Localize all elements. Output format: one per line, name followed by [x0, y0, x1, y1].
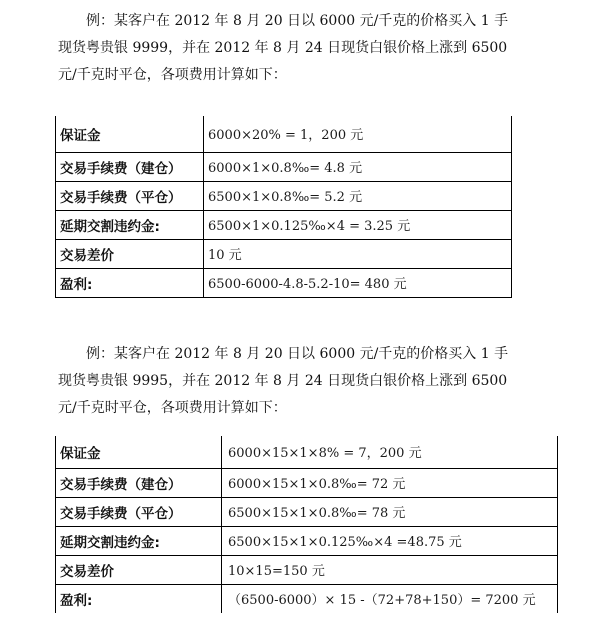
fee-value: 6000×15×1×8% = 7，200 元	[228, 446, 422, 462]
table-row	[56, 526, 558, 555]
example-2-paragraph-line-3: 元/千克时平仓，各项费用计算如下：	[58, 400, 287, 416]
example-2-fee-table	[55, 436, 558, 613]
example-1-paragraph	[58, 8, 588, 89]
fee-value: 6000×20% = 1，200 元	[208, 128, 364, 144]
fee-label: 延期交割违约金:	[56, 210, 204, 239]
fee-label: 交易手续费（平仓）	[56, 181, 204, 210]
fee-label: 延期交割违约金:	[56, 526, 222, 555]
fee-value: 6500×15×1×0.8‰= 78 元	[228, 506, 406, 521]
fee-label: 盈利:	[56, 268, 204, 297]
table-row	[56, 436, 558, 468]
fee-label: 交易差价	[56, 555, 222, 584]
table-row	[56, 268, 512, 297]
example-1-paragraph-line-3: 元/千克时平仓，各项费用计算如下：	[58, 67, 287, 83]
fee-label: 交易差价	[56, 239, 204, 268]
fee-value: 10×15=150 元	[228, 564, 325, 579]
fee-label: 盈利:	[56, 584, 222, 613]
table-row	[56, 584, 558, 613]
table-row	[56, 239, 512, 268]
example-1-paragraph-line-2: 现货粤贵银 9999，并在 2012 年 8 月 24 日现货白银价格上涨到 6500	[58, 40, 508, 56]
table-row	[56, 152, 512, 181]
fee-value: 6000×15×1×0.8‰= 72 元	[228, 477, 406, 492]
fee-label: 交易手续费（建仓）	[56, 152, 204, 181]
fee-value: （6500-6000）× 15 -（72+78+150）= 7200 元	[228, 593, 536, 609]
fee-label: 交易手续费（平仓）	[56, 497, 222, 526]
fee-value: 6000×1×0.8‰= 4.8 元	[208, 161, 363, 176]
example-1-paragraph-line-1: 例：某客户在 2012 年 8 月 20 日以 6000 元/千克的价格买入 1 手	[86, 13, 509, 29]
example-2-paragraph-line-1: 例：某客户在 2012 年 8 月 20 日以 6000 元/千克的价格买入 1 手	[86, 346, 509, 362]
example-2-paragraph-line-2: 现货粤贵银 9995，并在 2012 年 8 月 24 日现货白银价格上涨到 6500	[58, 373, 508, 389]
table-row	[56, 181, 512, 210]
table-row	[56, 555, 558, 584]
fee-label: 交易手续费（建仓）	[56, 468, 222, 497]
table-row	[56, 210, 512, 239]
table-row	[56, 497, 558, 526]
fee-value: 6500×1×0.8‰= 5.2 元	[208, 190, 363, 205]
fee-value: 6500×1×0.125‰×4 = 3.25 元	[208, 219, 411, 234]
table-row	[56, 116, 512, 152]
example-2-paragraph	[58, 341, 588, 422]
fee-label: 保证金	[56, 436, 222, 468]
table-row	[56, 468, 558, 497]
fee-value: 6500×15×1×0.125‰×4 =48.75 元	[228, 535, 462, 550]
fee-value: 6500-6000-4.8-5.2-10= 480 元	[208, 277, 407, 292]
fee-value: 10 元	[208, 248, 242, 263]
example-1-fee-table	[55, 116, 512, 298]
fee-label: 保证金	[56, 116, 204, 152]
